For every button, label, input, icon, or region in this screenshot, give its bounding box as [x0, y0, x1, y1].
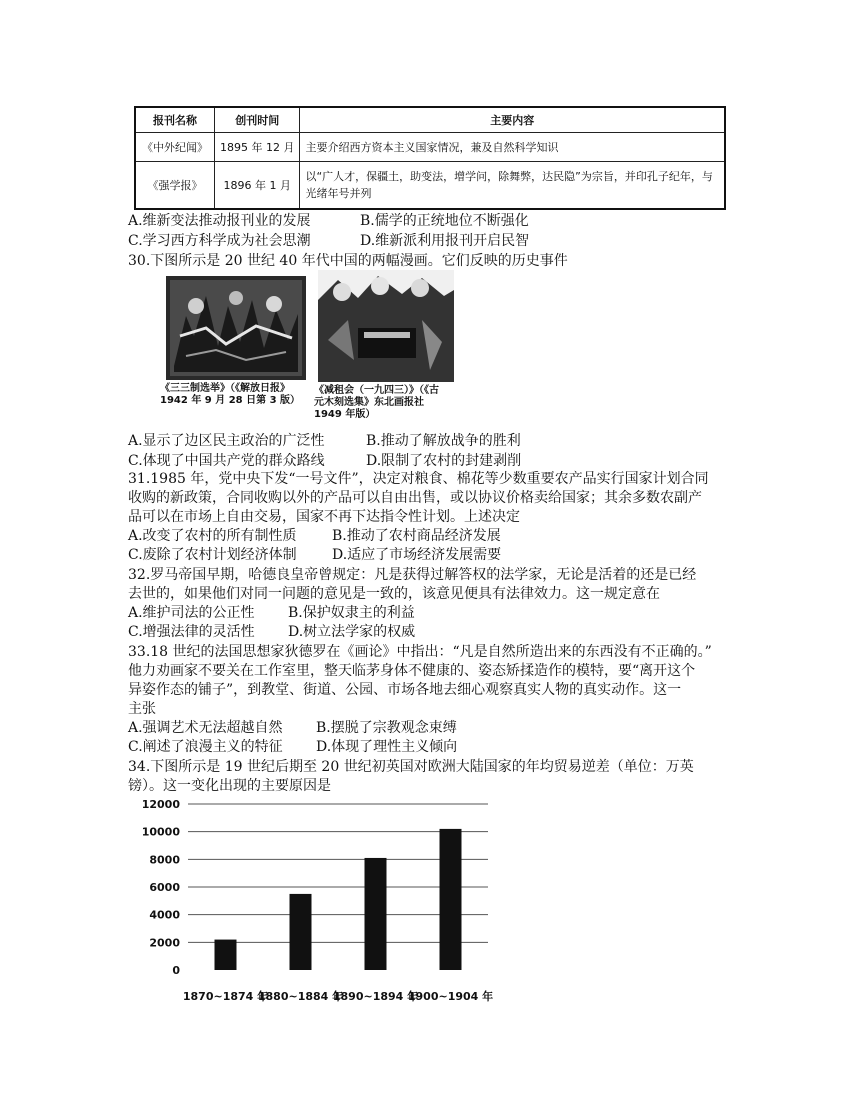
q33-option-d[interactable]: D.体现了理性主义倾向	[316, 739, 458, 755]
q33-options-row2	[128, 738, 457, 757]
caption-line: 《减租会（一九四三）》（《古	[314, 385, 439, 396]
header-date: 创刊时间	[215, 107, 300, 133]
newspaper-table	[134, 106, 726, 210]
cell-content: 主要介绍西方资本主义国家情况，兼及自然科学知识	[300, 133, 725, 162]
q29-options-row2	[128, 232, 529, 251]
cell-date: 1895 年 12 月	[215, 133, 300, 162]
q29-options-row1	[128, 212, 529, 231]
q33-option-c[interactable]: C.阐述了浪漫主义的特征	[128, 739, 283, 755]
y-tick-label: 12000	[141, 798, 180, 811]
y-tick-label: 0	[172, 964, 180, 977]
q32-option-a[interactable]: A.维护司法的公正性	[128, 605, 255, 621]
bar	[290, 894, 312, 970]
y-tick-label: 10000	[141, 825, 180, 839]
trade-deficit-chart	[140, 796, 500, 1006]
bar	[365, 858, 387, 970]
cell-name: 《强学报》	[135, 162, 215, 210]
q31-options-row2	[128, 546, 501, 565]
q33-stem-line2: 他力劝画家不要关在工作室里，整天临茅身体不健康的、姿态矫揉造作的模特，要“离开这个	[128, 663, 696, 679]
q30-option-a[interactable]: A.显示了边区民主政治的广泛性	[128, 433, 325, 449]
q30-option-d[interactable]: D.限制了农村的封建剥削	[366, 453, 522, 469]
q33-option-a[interactable]: A.强调艺术无法超越自然	[128, 720, 283, 736]
q31-stem-line3: 品可以在市场上自由交易，国家不再下达指令性计划。上述决定	[128, 509, 520, 525]
table-row	[135, 162, 725, 210]
q31-stem-line2: 收购的新政策，合同收购以外的产品可以自由出售，或以协议价格卖给国家；其余多数农副产	[128, 490, 702, 506]
q33-stem-line1: 33.18 世纪的法国思想家狄德罗在《画论》中指出：“凡是自然所造出来的东西没有不正确的。”	[128, 644, 712, 660]
q30-options-row1	[128, 432, 521, 451]
caption-line: 1942 年 9 月 28 日第 3 版）	[160, 395, 301, 406]
q33-stem-line4: 主张	[128, 701, 156, 717]
cartoon-election-caption	[160, 383, 300, 407]
q29-option-c[interactable]: C.学习西方科学成为社会思潮	[128, 233, 311, 249]
y-tick-label: 4000	[149, 908, 180, 922]
cartoon-rent-reduction-caption	[314, 385, 439, 421]
bar	[440, 829, 462, 970]
q31-stem-line1: 31.1985 年，党中央下发“一号文件”，决定对粮食、棉花等少数重要农产品实行国家计划合同	[128, 471, 709, 487]
x-tick-label: 1880~1884 年	[257, 990, 344, 1003]
q30-stem: 30.下图所示是 20 世纪 40 年代中国的两幅漫画。它们反映的历史事件	[128, 253, 568, 269]
q33-stem-line3: 异姿作态的铺子”，到教堂、街道、公园、市场各地去细心观察真实人物的真实动作。这一	[128, 682, 682, 698]
q31-options-row1	[128, 527, 501, 546]
q32-stem-line2: 去世的，如果他们对同一问题的意见是一致的，该意见便具有法律效力。这一规定意在	[128, 586, 660, 602]
q31-option-d[interactable]: D.适应了市场经济发展需要	[332, 547, 502, 563]
header-name: 报刊名称	[135, 107, 215, 133]
q32-option-b[interactable]: B.保护奴隶主的利益	[288, 605, 415, 621]
caption-line: 《三三制选举》（《解放日报》	[160, 383, 290, 394]
q32-option-d[interactable]: D.树立法学家的权威	[288, 624, 416, 640]
caption-line: 元木刻选集》东北画报社	[314, 397, 424, 408]
q32-options-row1	[128, 604, 415, 623]
caption-line: 1949 年版）	[314, 409, 376, 420]
q31-option-a[interactable]: A.改变了农村的所有制性质	[128, 528, 297, 544]
q30-option-c[interactable]: C.体现了中国共产党的群众路线	[128, 453, 325, 469]
x-tick-label: 1890~1894 年	[332, 990, 419, 1003]
table-row	[135, 133, 725, 162]
cartoon-election-image	[166, 276, 306, 380]
q32-options-row2	[128, 623, 415, 642]
q30-option-b[interactable]: B.推动了解放战争的胜利	[366, 433, 521, 449]
cell-name: 《中外纪闻》	[135, 133, 215, 162]
q32-option-c[interactable]: C.增强法律的灵活性	[128, 624, 255, 640]
cartoon-rent-reduction-image	[318, 270, 454, 382]
q33-options-row1	[128, 719, 457, 738]
q31-option-b[interactable]: B.推动了农村商品经济发展	[332, 528, 501, 544]
q31-option-c[interactable]: C.废除了农村计划经济体制	[128, 547, 297, 563]
q34-stem-line2: 镑）。这一变化出现的主要原因是	[128, 778, 331, 794]
q29-option-d[interactable]: D.维新派利用报刊开启民智	[360, 233, 530, 249]
q32-stem-line1: 32.罗马帝国早期，哈德良皇帝曾规定：凡是获得过解答权的法学家，无论是活着的还是已经	[128, 567, 697, 583]
q30-options-row2	[128, 452, 521, 471]
q29-option-a[interactable]: A.维新变法推动报刊业的发展	[128, 213, 311, 229]
q29-option-b[interactable]: B.儒学的正统地位不断强化	[360, 213, 529, 229]
q34-stem-line1: 34.下图所示是 19 世纪后期至 20 世纪初英国对欧洲大陆国家的年均贸易逆差（单位：万英	[128, 759, 694, 775]
bar	[215, 940, 237, 970]
cell-content: 以“广人才，保疆土，助变法，增学问，除舞弊，达民隐”为宗旨，并印孔子纪年，与光绪年号并列	[300, 162, 725, 210]
cell-date: 1896 年 1 月	[215, 162, 300, 210]
q33-option-b[interactable]: B.摆脱了宗教观念束缚	[316, 720, 457, 736]
y-tick-label: 2000	[149, 936, 180, 950]
y-tick-label: 6000	[149, 881, 180, 894]
x-tick-label: 1900~1904 年	[407, 990, 494, 1003]
y-tick-label: 8000	[149, 853, 180, 867]
x-tick-label: 1870~1874 年	[182, 990, 269, 1003]
header-content: 主要内容	[300, 107, 725, 133]
